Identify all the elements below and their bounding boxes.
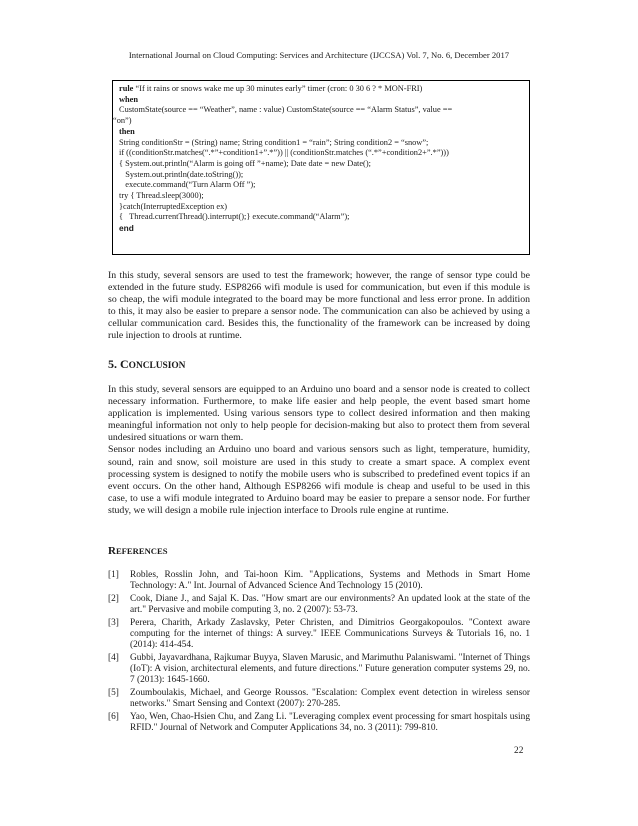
condition-line: “on”) [113, 116, 132, 126]
action-lines [119, 138, 525, 224]
code-action-line: try { Thread.sleep(3000); [119, 191, 204, 201]
code-action-line: { System.out.println(“Alarm is going off ”+name); Date date = new Date(); [119, 158, 371, 168]
rule-declaration-line [119, 84, 525, 95]
condition-line: CustomState(source == “Weather”, name : value) CustomState(source == “Alarm Status”, value == [119, 105, 453, 115]
reference-list [108, 570, 530, 735]
page-number: 22 [514, 746, 524, 756]
body-paragraph [108, 270, 530, 343]
conclusion-paragraph: Sensor nodes including an Arduino uno board and various sensors such as light, temperature, humidity, sound, rain and snow, soil moisture are used in this study to create a smart space. A complex event processing system is designed to notify the mobile users who is subscribed to predefined event topics if an event occurs. On the other hand, Although ESP8266 wifi module is cheap and useful to be used in this case, to use a wifi module integrated to Arduino board may be easier to prepare a sensor node. For further study, we will design a mobile rule injection interface to Drools rule engine at runtime. [108, 444, 530, 516]
code-action-line: execute.command(“Turn Alarm Off ”); [119, 180, 256, 190]
section-number: 5. [108, 357, 120, 371]
reference-text: Cook, Diane J., and Sajal K. Das. "How smart are our environments? An updated look at the state of the art." Pervasive and mobile computing 3, no. 2 (2007): 53-73. [130, 593, 530, 616]
reference-item [108, 712, 530, 735]
conclusion-text [108, 384, 530, 517]
references-heading-rest: EFERENCES [115, 546, 168, 556]
reference-text: Perera, Charith, Arkady Zaslavsky, Peter Christen, and Dimitrios Georgakopoulos. "Context aware computing for the internet of things: A survey." IEEE Communications Surveys & Tutorials 16, no. 1 (2014): 414-454. [130, 617, 530, 651]
references-heading [108, 545, 168, 557]
section-title-rest: ONCLUSION [128, 361, 186, 371]
reference-number: [4] [108, 652, 119, 663]
sensors-paragraph: In this study, several sensors are used to test the framework; however, the range of sensor type could be extended in the future study. ESP8266 wifi module is used for communication, but even if this module is so cheap, the wifi module integrated to the board may be more functional and less error prone. In addition to this, it may also be easier to prepare a sensor node. The communication can also be achieved by using a cellular communication card. Besides this, the functionality of the framework can be increased by doing rule injection to drools at runtime. [108, 270, 530, 342]
reference-number: [5] [108, 687, 119, 698]
reference-number: [2] [108, 593, 119, 604]
reference-number: [6] [108, 711, 119, 722]
reference-item [108, 618, 530, 652]
rule-keyword: rule [119, 84, 134, 93]
reference-text: Robles, Rosslin John, and Tai-hoon Kim. "Applications, Systems and Methods in Smart Home Technology: A." Int. Journal of Advanced Science And Technology 15 (2010). [130, 570, 530, 592]
reference-text: Zoumboulakis, Michael, and George Roussos. "Escalation: Complex event detection in wireless sensor networks." Smart Sensing and Context (2007): 270-285. [130, 687, 530, 710]
reference-number: [1] [108, 570, 119, 580]
reference-number: [3] [108, 617, 119, 628]
reference-text: Yao, Wen, Chao-Hsien Chu, and Zang Li. "Leveraging complex event processing for smart hospitals using RFID." Journal of Network and Computer Applications 34, no. 3 (2011): 799-810. [130, 711, 530, 733]
then-keyword: then [119, 126, 135, 136]
code-action-line: { Thread.currentThread().interrupt();} execute.command(“Alarm”); [119, 212, 350, 222]
rule-title: “If it rains or snows wake me up 30 minutes early” timer (cron: 0 30 6 ? * MON-FRI) [133, 84, 423, 93]
code-action-line: String conditionStr = (String) name; String condition1 = “rain”; String condition2 = “snow”; [119, 137, 429, 147]
code-action-line: System.out.println(date.toString()); [119, 169, 244, 179]
references-heading-initial: R [108, 545, 116, 557]
reference-item [108, 688, 530, 711]
drools-rule-code-box [112, 80, 530, 255]
reference-text: Gubbi, Jayavardhana, Rajkumar Buyya, Slaven Marusic, and Marimuthu Palaniswami. "Internet of Things (IoT): A vision, architectural elements, and future directions." Future generation computer systems 29, no. 7 (2013): 1645-1660. [130, 652, 530, 686]
section-heading-conclusion [108, 357, 185, 372]
reference-item [108, 594, 530, 617]
end-keyword: end [119, 223, 134, 234]
section-title-initial: C [120, 357, 129, 371]
running-header: International Journal on Cloud Computing: Services and Architecture (IJCCSA) Vol. 7, No. 6, December 2017 [128, 50, 510, 60]
code-action-line: }catch(InterruptedException ex) [119, 201, 228, 211]
code-action-line: if ((conditionStr.matches(“.*”+condition1+”.*”)) || (conditionStr.matches (“.*”+condition2+”.*”))) [119, 148, 449, 158]
conclusion-paragraph: In this study, several sensors are equipped to an Arduino uno board and a sensor node is created to collect necessary information. Furthermore, to make life easier and help people, the event based smart home application is implemented. Using various sensors type to collect desired information and then making meaningful information not only to help people for decision-making but also to protect them from several undesired situations or warn them. [108, 384, 530, 444]
reference-item [108, 653, 530, 687]
when-keyword: when [119, 94, 139, 104]
reference-item [108, 570, 530, 593]
